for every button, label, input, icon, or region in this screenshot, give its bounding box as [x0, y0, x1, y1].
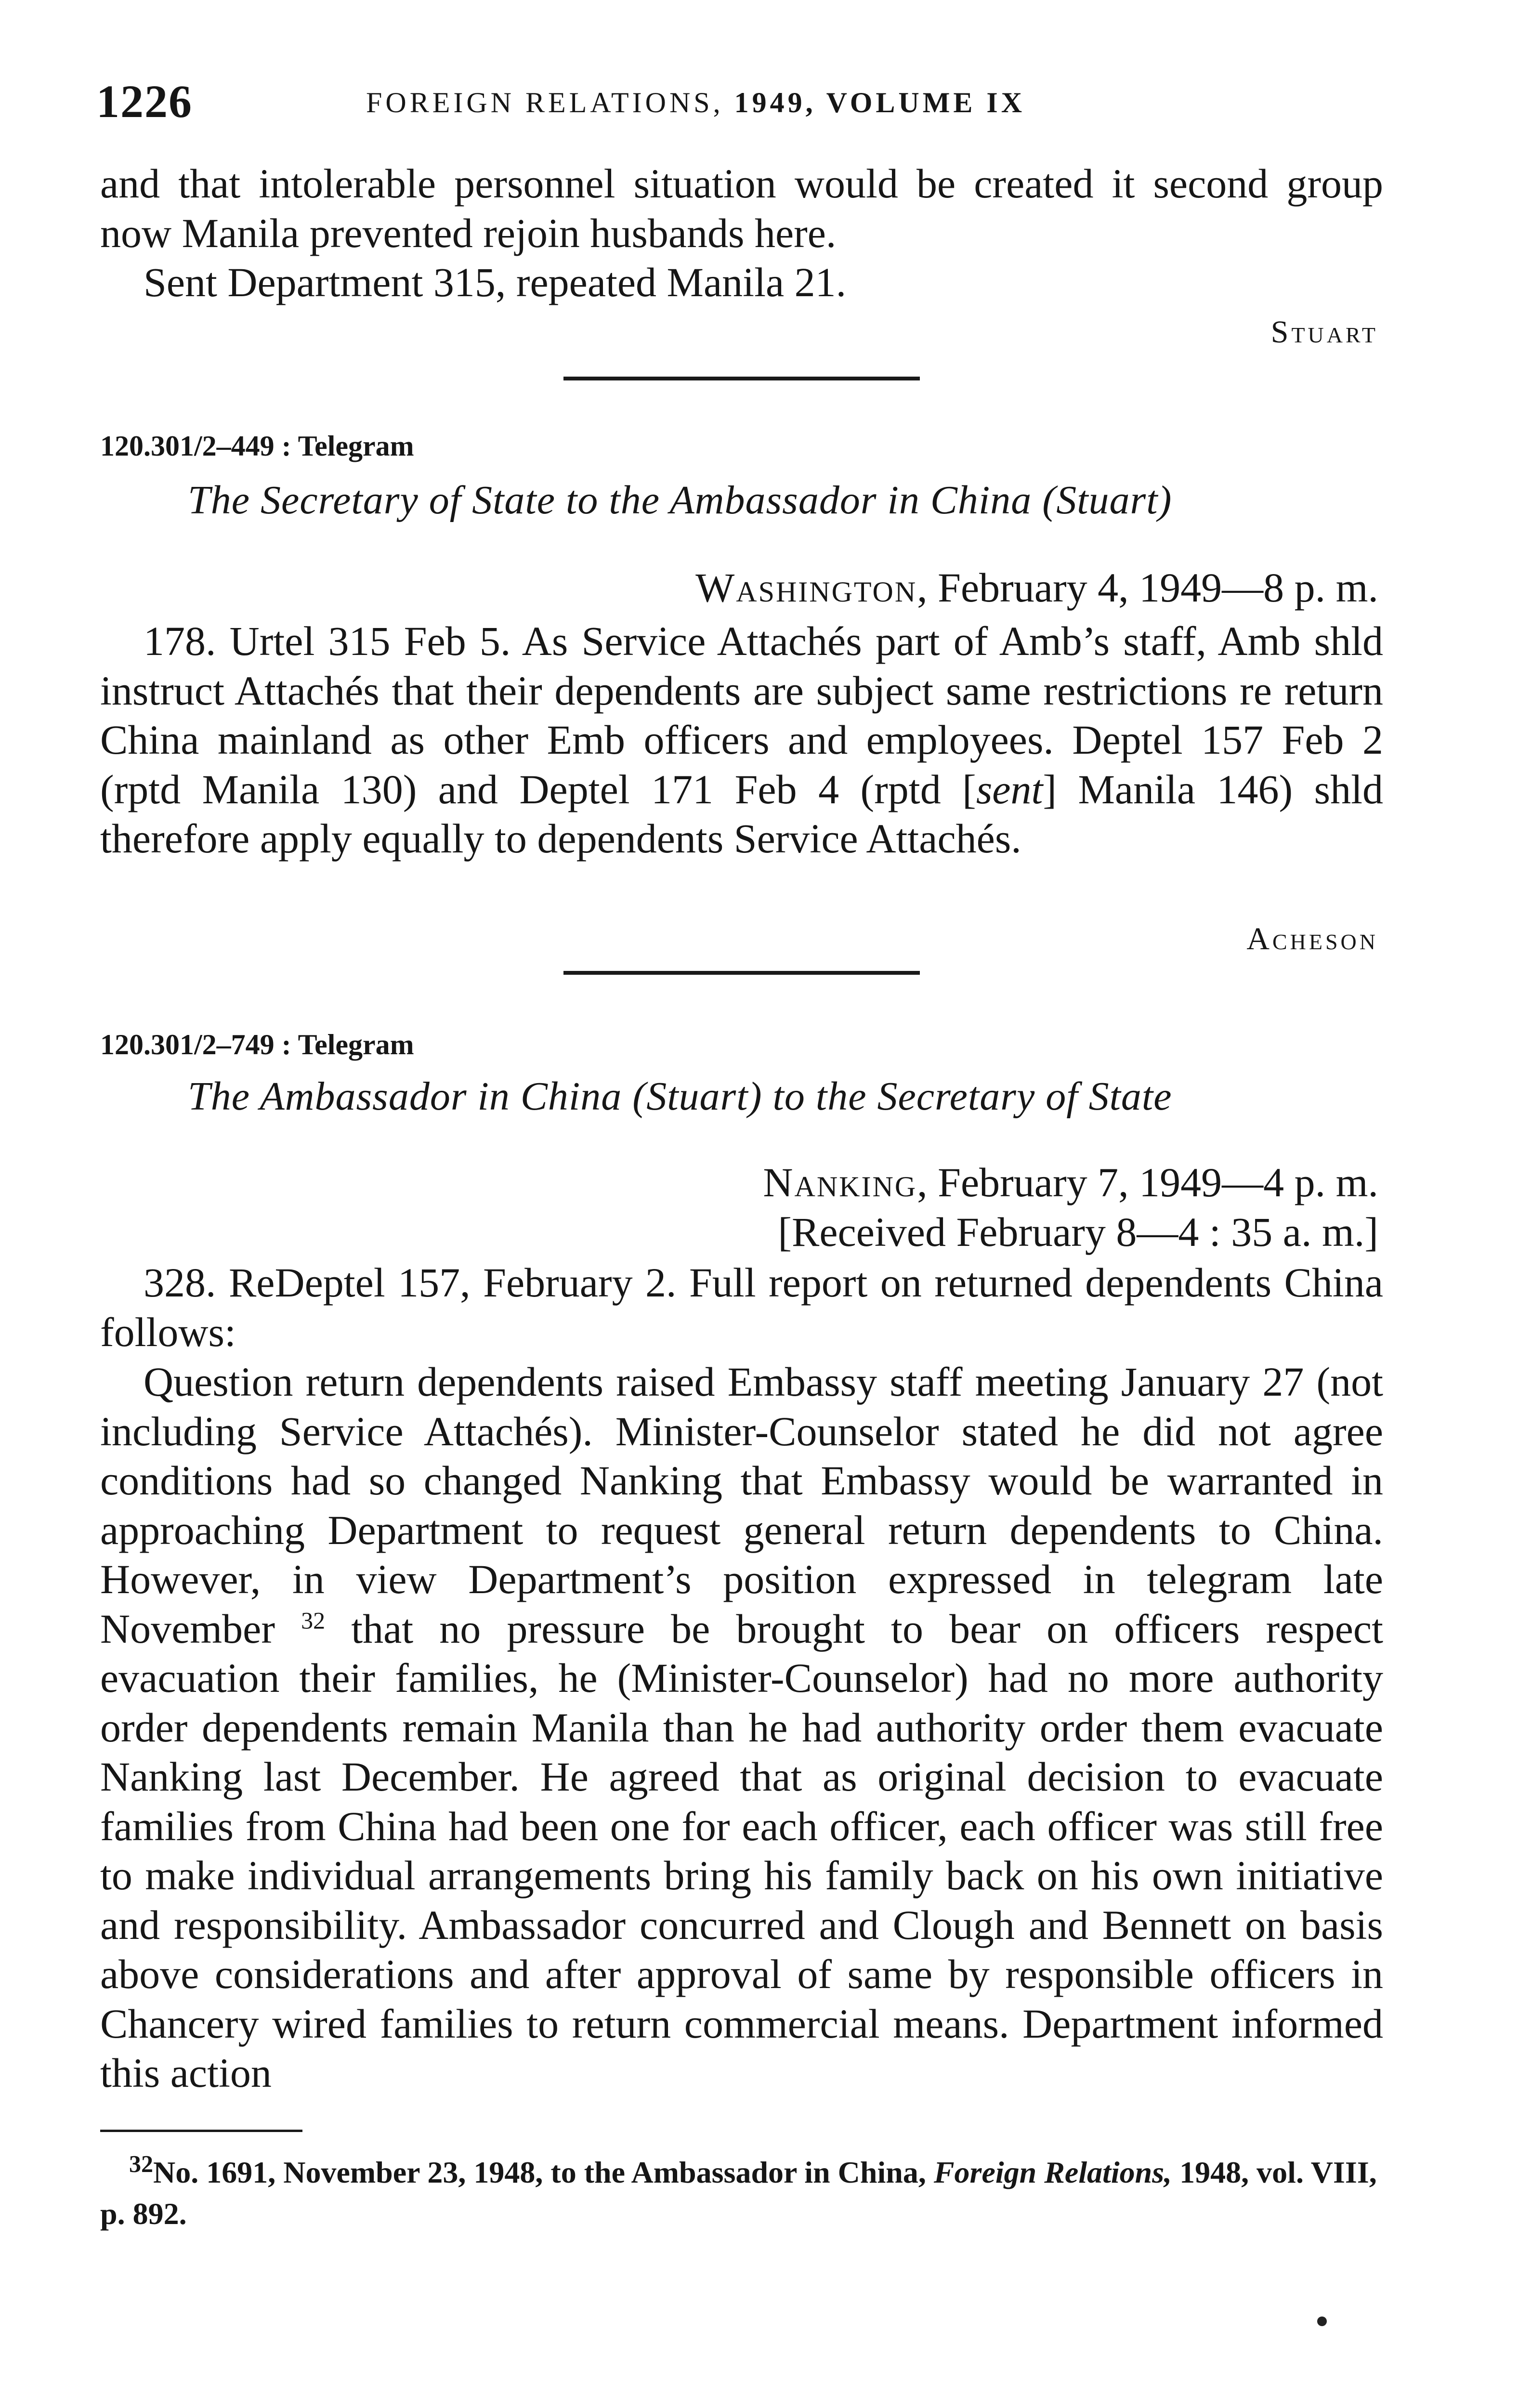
- footnote-marker: 32: [301, 1606, 326, 1634]
- telegram-body: [100, 616, 1383, 864]
- signature-acheson: Acheson: [1246, 921, 1378, 956]
- continuation-text: and that intolerable personnel situation would be created it second group now Manila prevented rejoin husbands here.: [100, 160, 1383, 256]
- page-header: [96, 75, 1397, 132]
- received-line: [Received February 8—4 : 35 a. m.]: [778, 1209, 1378, 1255]
- editorial-insert: sent: [976, 766, 1043, 812]
- page-number: 1226: [96, 76, 193, 127]
- running-head-title: FOREIGN RELATIONS,: [366, 87, 734, 118]
- telegram-paragraph-1: 328. ReDeptel 157, February 2. Full report on returned dependents China follows:: [100, 1259, 1383, 1355]
- dateline-place-2: Nanking: [763, 1159, 917, 1205]
- telegram-body-text-end: ] Manila 146) shld therefore apply equally to dependents Service Attachés.: [100, 766, 1383, 862]
- section-divider-2: [563, 971, 920, 975]
- footnote-text: No. 1691, November 23, 1948, to the Ambassador in China,: [153, 2155, 934, 2189]
- footnote: [100, 2152, 1383, 2235]
- paragraph-text: Question return dependents raised Embassy staff meeting January 27 (not including Service Attachés). Minister-Counselor stated he did not agree conditions had so changed Nanking that Embassy would be warranted in approaching Department to request general return dependents to China. However, in view Department’s position expressed in telegram late November: [100, 1359, 1383, 1652]
- document-subject-2: The Ambassador in China (Stuart) to the Secretary of State: [188, 1074, 1172, 1119]
- dateline-2: [763, 1158, 1378, 1206]
- file-reference-2: 120.301/2–749 : Telegram: [100, 1029, 414, 1060]
- footnote-text-end: 1948, vol. VIII, p. 892.: [100, 2155, 1377, 2231]
- running-head: [366, 86, 1025, 119]
- dateline-place: Washington: [695, 564, 917, 611]
- footnote-divider: [100, 2130, 302, 2132]
- document-subject: The Secretary of State to the Ambassador in China (Stuart): [188, 478, 1172, 523]
- signature-stuart: Stuart: [1270, 314, 1378, 350]
- footnote-title: Foreign Relations,: [933, 2155, 1172, 2189]
- running-head-volume: 1949, VOLUME IX: [734, 87, 1026, 118]
- dateline-date: , February 4, 1949—8 p. m.: [917, 564, 1378, 611]
- dateline-date-2: , February 7, 1949—4 p. m.: [917, 1159, 1378, 1205]
- section-divider: [563, 377, 920, 380]
- continuation-sent-line: Sent Department 315, repeated Manila 21.: [144, 259, 847, 305]
- file-reference: 120.301/2–449 : Telegram: [100, 430, 414, 462]
- telegram-paragraph-2: [100, 1357, 1383, 2098]
- dateline: [695, 563, 1378, 612]
- page-speck: [1317, 2316, 1327, 2326]
- paragraph-text-end: that no pressure be brought to bear on officers respect evacuation their families, he (Minister-Counselor) had no more authority order dependents remain Manila than he had authority order them evacuate Nanking last December. He agreed that as original decision to evacuate families from China had been one for each officer, each officer was still free to make individual arrangements bring his family back on his own initiative and responsibility. Ambassador concurred and Clough and Bennett on basis above considerations and after approval of same by responsible officers in Chancery wired families to return commercial means. Department informed this action: [100, 1605, 1383, 2096]
- telegram-body-text: 178. Urtel 315 Feb 5. As Service Attachés part of Amb’s staff, Amb shld instruct Attachés that their dependents are subject same restrictions re return China mainland as other Emb officers and employees. Deptel 157 Feb 2 (rptd Manila 130) and Deptel 171 Feb 4 (rptd [: [100, 618, 1383, 812]
- footnote-number: 32: [129, 2150, 153, 2177]
